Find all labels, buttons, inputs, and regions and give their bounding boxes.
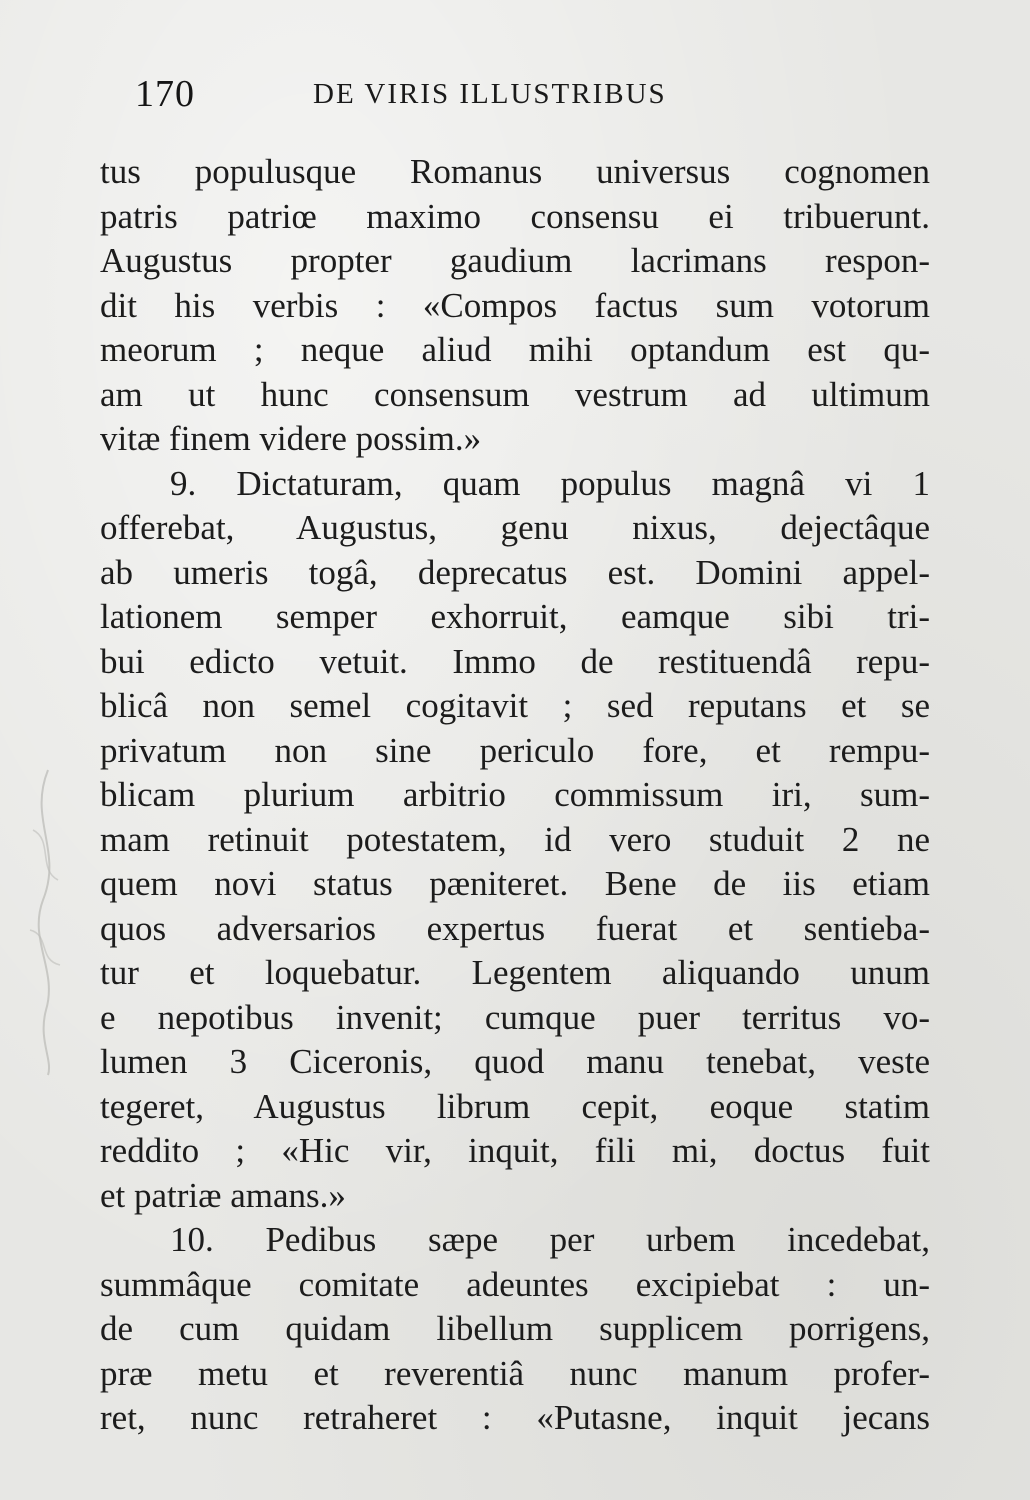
text-line-19: tur et loquebatur. Legentem aliquando unum [100, 953, 930, 992]
text-line-28: præ metu et reverentiâ nunc manum profer- [100, 1353, 930, 1393]
running-title: DE VIRIS ILLUSTRIBUS [313, 78, 667, 110]
text-line-22: tegeret, Augustus librum cepit, eoque statim [100, 1086, 930, 1126]
text-line-1: tus populusque Romanus universus cognomen [100, 152, 930, 191]
text-line-15: blicam plurium arbitrio commissum iri, sum- [100, 775, 930, 814]
text-line-12: bui edicto vetuit. Immo de restituendâ repu- [100, 641, 930, 681]
text-line-2: patris patriœ maximo consensu ei tribuerunt. [100, 196, 930, 236]
text-line-24: et patriæ amans.» [100, 1175, 346, 1215]
text-line-11: lationem semper exhorruit, eamque sibi tri- [100, 597, 930, 636]
text-line-5: meorum ; neque aliud mihi optandum est qu- [100, 330, 930, 369]
text-line-9: offerebat, Augustus, genu nixus, dejectâque [100, 508, 930, 547]
text-line-21: lumen 3 Ciceronis, quod manu tenebat, veste [100, 1042, 930, 1081]
text-line-27: de cum quidam libellum supplicem porrigens, [100, 1309, 930, 1348]
text-line-26: summâque comitate adeuntes excipiebat : un- [100, 1264, 930, 1304]
text-line-16: mam retinuit potestatem, id vero studuit 2 ne [100, 819, 930, 859]
text-line-3: Augustus propter gaudium lacrimans respon- [100, 241, 930, 280]
text-line-29: ret, nunc retraheret : «Putasne, inquit jecans [100, 1398, 930, 1437]
text-line-4: dit his verbis : «Compos factus sum votorum [100, 285, 930, 325]
text-line-10: ab umeris togâ, deprecatus est. Domini appel- [100, 552, 930, 592]
text-line-7: vitæ finem videre possim.» [100, 419, 482, 458]
page-header [135, 72, 925, 132]
page-number: 170 [135, 73, 195, 115]
text-line-18: quos adversarios expertus fuerat et sentieba- [100, 908, 930, 948]
text-line-8-paragraph-9: 9. Dictaturam, quam populus magnâ vi 1 [170, 463, 930, 503]
text-line-17: quem novi status pæniteret. Bene de iis etiam [100, 864, 930, 903]
pencil-signature-mark [8, 760, 88, 1080]
text-line-13: blicâ non semel cogitavit ; sed reputans et se [100, 686, 930, 725]
latin-text-body [100, 150, 930, 1441]
text-line-14: privatum non sine periculo fore, et rempu- [100, 730, 930, 770]
text-line-23: reddito ; «Hic vir, inquit, fili mi, doctus fuit [100, 1131, 930, 1170]
text-line-6: am ut hunc consensum vestrum ad ultimum [100, 374, 930, 414]
text-line-20: e nepotibus invenit; cumque puer territus vo- [100, 997, 930, 1037]
text-line-25-paragraph-10: 10. Pedibus sæpe per urbem incedebat, [170, 1220, 930, 1259]
